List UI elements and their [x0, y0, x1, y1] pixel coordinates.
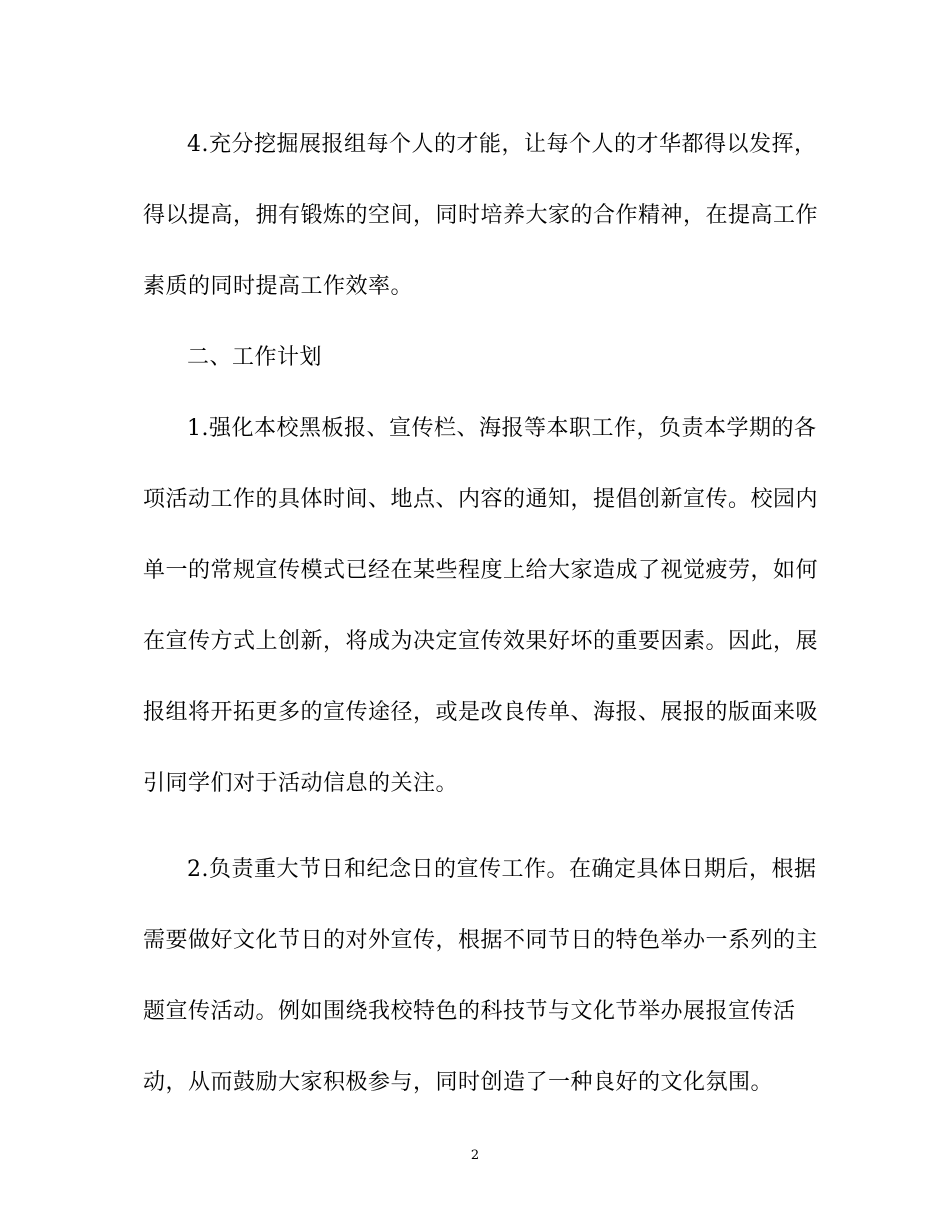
- paragraph-1-line-2: 项活动工作的具体时间、地点、内容的通知，提倡创新宣传。校园内: [143, 487, 819, 512]
- paragraph-4-line-3: 素质的同时提高工作效率。: [143, 274, 414, 299]
- paragraph-4-line-2: 得以提高，拥有锻炼的空间，同时培养大家的合作精神，在提高工作: [143, 203, 819, 228]
- paragraph-2-line-4: 动，从而鼓励大家积极参与，同时创造了一种良好的文化氛围。: [143, 1070, 774, 1095]
- paragraph-1-line-5: 报组将开拓更多的宣传途径，或是改良传单、海报、展报的版面来吸: [143, 700, 819, 725]
- paragraph-1-line-3: 单一的常规宣传模式已经在某些程度上给大家造成了视觉疲劳，如何: [143, 558, 819, 583]
- page-number: 2: [470, 1148, 480, 1163]
- section-heading-work-plan: 二、工作计划: [187, 345, 323, 370]
- paragraph-1-line-1: 1.强化本校黑板报、宣传栏、海报等本职工作，负责本学期的各: [187, 416, 817, 441]
- paragraph-2-line-2: 需要做好文化节日的对外宣传，根据不同节日的特色举办一系列的主: [143, 928, 819, 953]
- paragraph-4-line-1: 4.充分挖掘展报组每个人的才能，让每个人的才华都得以发挥，: [187, 132, 817, 157]
- paragraph-1-line-4: 在宣传方式上创新，将成为决定宣传效果好坏的重要因素。因此，展: [143, 629, 819, 654]
- paragraph-2-line-3: 题宣传活动。例如围绕我校特色的科技节与文化节举办展报宣传活: [143, 999, 796, 1024]
- paragraph-2-line-1: 2.负责重大节日和纪念日的宣传工作。在确定具体日期后，根据: [187, 857, 817, 882]
- paragraph-1-line-6: 引同学们对于活动信息的关注。: [143, 771, 459, 796]
